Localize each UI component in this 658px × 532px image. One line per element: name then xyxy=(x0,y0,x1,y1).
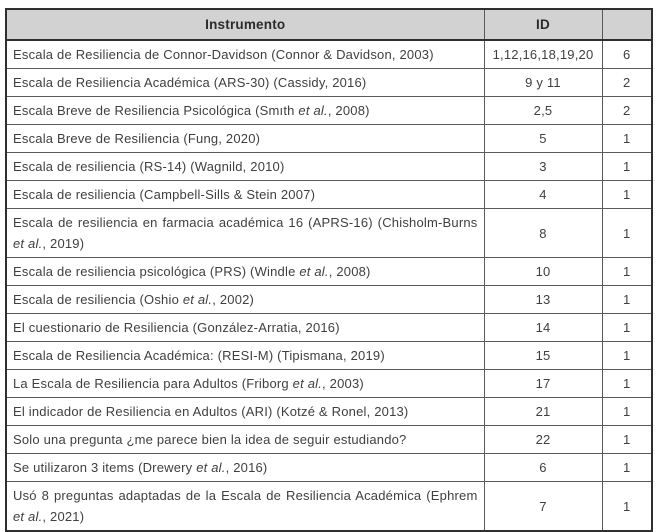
id-cell: 2,5 xyxy=(484,97,602,125)
id-cell: 6 xyxy=(484,454,602,482)
instrument-text: , 2003) xyxy=(322,376,364,391)
instrument-text: Escala Breve de Resiliencia Psicológica (Smıth xyxy=(13,103,299,118)
id-cell: 22 xyxy=(484,426,602,454)
count-cell: 1 xyxy=(602,286,652,314)
instrument-text: Escala de resiliencia (RS-14) (Wagnild, 2010) xyxy=(13,159,285,174)
instrument-text: Usó 8 preguntas adaptadas de la Escala de Resiliencia Académica (Ephrem xyxy=(13,488,478,503)
et-al-italic: et al. xyxy=(196,460,226,475)
et-al-italic: et al. xyxy=(292,376,323,391)
table-body xyxy=(6,40,652,531)
instrument-text: El cuestionario de Resiliencia (González-Arratia, 2016) xyxy=(13,320,340,335)
instrument-cell xyxy=(6,97,484,125)
table-row xyxy=(6,181,652,209)
instrument-cell xyxy=(6,286,484,314)
table-row xyxy=(6,209,652,258)
count-cell: 1 xyxy=(602,370,652,398)
table-row xyxy=(6,398,652,426)
id-cell: 3 xyxy=(484,153,602,181)
count-cell: 6 xyxy=(602,40,652,69)
table-row xyxy=(6,286,652,314)
instrument-text: Escala de Resiliencia de Connor-Davidson (Connor & Davidson, 2003) xyxy=(13,47,434,62)
id-cell: 15 xyxy=(484,342,602,370)
count-cell: 1 xyxy=(602,454,652,482)
instrument-cell xyxy=(6,153,484,181)
header-id: ID xyxy=(484,9,602,40)
table-row xyxy=(6,426,652,454)
instrument-text: , 2019) xyxy=(42,236,85,251)
header-count xyxy=(602,9,652,40)
instrument-cell xyxy=(6,342,484,370)
instrument-text: , 2002) xyxy=(212,292,255,307)
count-cell: 1 xyxy=(602,209,652,258)
instrument-cell xyxy=(6,125,484,153)
instrument-cell xyxy=(6,40,484,69)
id-cell: 1,12,16,18,19,20 xyxy=(484,40,602,69)
table-row xyxy=(6,153,652,181)
instrument-cell xyxy=(6,482,484,532)
table-row xyxy=(6,258,652,286)
instrument-text: , 2008) xyxy=(327,103,370,118)
id-cell: 4 xyxy=(484,181,602,209)
instrument-text: , 2008) xyxy=(328,264,371,279)
count-cell: 1 xyxy=(602,482,652,532)
header-instrument: Instrumento xyxy=(6,9,484,40)
count-cell: 1 xyxy=(602,426,652,454)
count-cell: 1 xyxy=(602,258,652,286)
instrument-cell xyxy=(6,258,484,286)
count-cell: 2 xyxy=(602,97,652,125)
instrument-text: Escala de resiliencia psicológica (PRS) (Windle xyxy=(13,264,300,279)
header-row xyxy=(6,9,652,40)
id-cell: 5 xyxy=(484,125,602,153)
id-cell: 21 xyxy=(484,398,602,426)
et-al-italic: et al. xyxy=(182,292,213,307)
instrument-cell xyxy=(6,69,484,97)
instrument-text: Solo una pregunta ¿me parece bien la idea de seguir estudiando? xyxy=(13,432,407,447)
instrument-text: Escala Breve de Resiliencia (Fung, 2020) xyxy=(13,131,261,146)
instrument-text: Escala de resiliencia en farmacia académica 16 (APRS-16) (Chisholm-Burns xyxy=(13,215,478,230)
instrument-text: , 2016) xyxy=(225,460,268,475)
instrument-text: Escala de resiliencia (Campbell-Sills & Stein 2007) xyxy=(13,187,316,202)
id-cell: 14 xyxy=(484,314,602,342)
id-cell: 9 y 11 xyxy=(484,69,602,97)
instrument-text: La Escala de Resiliencia para Adultos (Friborg xyxy=(13,376,293,391)
instrument-cell xyxy=(6,314,484,342)
count-cell: 1 xyxy=(602,398,652,426)
instruments-table xyxy=(5,8,653,532)
id-cell: 13 xyxy=(484,286,602,314)
table-row xyxy=(6,97,652,125)
et-al-italic: et al. xyxy=(13,236,43,251)
instruments-table-container xyxy=(5,8,653,532)
instrument-cell xyxy=(6,398,484,426)
instrument-cell xyxy=(6,426,484,454)
count-cell: 1 xyxy=(602,181,652,209)
table-row xyxy=(6,454,652,482)
instrument-text: Se utilizaron 3 items (Drewery xyxy=(13,460,197,475)
et-al-italic: et al. xyxy=(13,509,43,524)
table-row xyxy=(6,482,652,532)
instrument-text: Escala de Resiliencia Académica (ARS-30) (Cassidy, 2016) xyxy=(13,75,367,90)
instrument-text: Escala de Resiliencia Académica: (RESI-M) (Tipismana, 2019) xyxy=(13,348,385,363)
id-cell: 17 xyxy=(484,370,602,398)
instrument-text: Escala de resiliencia (Oshio xyxy=(13,292,183,307)
instrument-cell xyxy=(6,181,484,209)
table-row xyxy=(6,370,652,398)
count-cell: 2 xyxy=(602,69,652,97)
id-cell: 7 xyxy=(484,482,602,532)
count-cell: 1 xyxy=(602,314,652,342)
count-cell: 1 xyxy=(602,125,652,153)
instrument-cell xyxy=(6,370,484,398)
instrument-cell xyxy=(6,209,484,258)
table-row xyxy=(6,342,652,370)
table-row xyxy=(6,314,652,342)
table-row xyxy=(6,69,652,97)
instrument-text: , 2021) xyxy=(42,509,85,524)
id-cell: 8 xyxy=(484,209,602,258)
table-row xyxy=(6,40,652,69)
instrument-text: El indicador de Resiliencia en Adultos (ARI) (Kotzé & Ronel, 2013) xyxy=(13,404,409,419)
instrument-cell xyxy=(6,454,484,482)
et-al-italic: et al. xyxy=(299,264,329,279)
count-cell: 1 xyxy=(602,342,652,370)
count-cell: 1 xyxy=(602,153,652,181)
id-cell: 10 xyxy=(484,258,602,286)
table-header xyxy=(6,9,652,40)
et-al-italic: et al. xyxy=(298,103,328,118)
table-row xyxy=(6,125,652,153)
